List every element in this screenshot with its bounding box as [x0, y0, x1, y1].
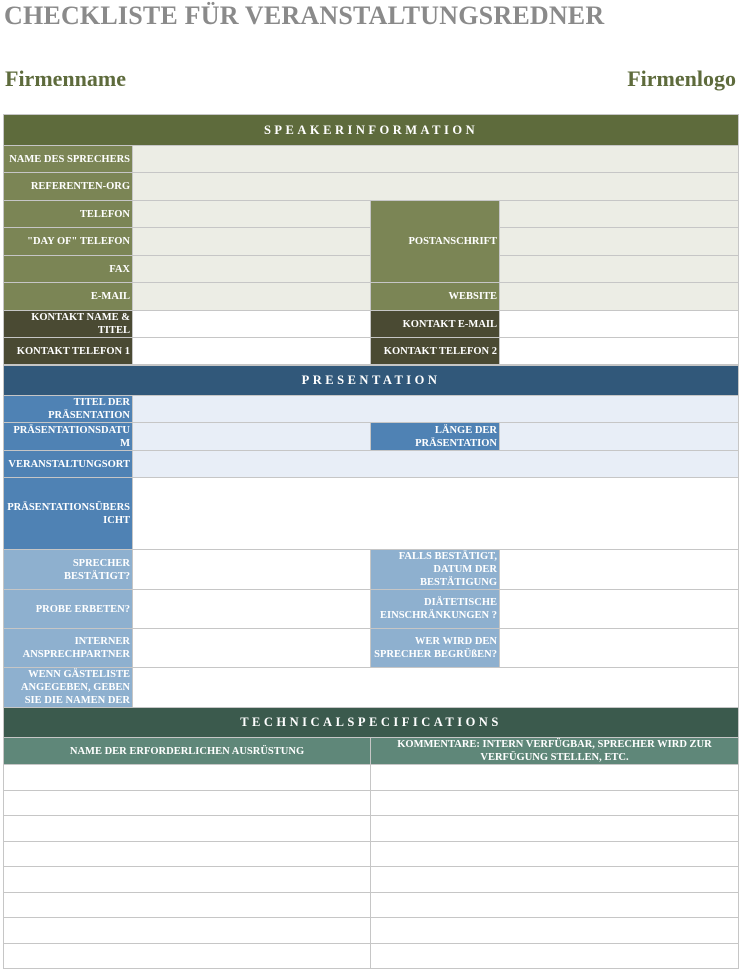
- comments-cell[interactable]: [371, 841, 739, 867]
- presentation-title-label: TITEL DER PRÄSENTATION: [4, 396, 133, 423]
- technical-table: [3, 707, 739, 969]
- venue-field[interactable]: [133, 451, 739, 478]
- confirmation-date-label: FALLS BESTÄTIGT, DATUM DER BESTÄTIGUNG: [371, 550, 500, 590]
- comments-cell[interactable]: [371, 867, 739, 893]
- diet-field[interactable]: [500, 590, 739, 629]
- speaker-confirmed-field[interactable]: [133, 550, 371, 590]
- speaker-name-label: NAME DES SPRECHERS: [4, 146, 133, 173]
- speaker-name-field[interactable]: [133, 146, 739, 173]
- table-row: [4, 867, 739, 893]
- contact-phone2-field[interactable]: [500, 338, 739, 365]
- contact-name-field[interactable]: [133, 311, 371, 338]
- table-row: [4, 816, 739, 842]
- contact-phone2-label: KONTAKT TELEFON 2: [371, 338, 500, 365]
- contact-phone1-label: KONTAKT TELEFON 1: [4, 338, 133, 365]
- equipment-cell[interactable]: [4, 765, 371, 791]
- fax-field[interactable]: [133, 256, 371, 283]
- greeter-label: WER WIRD DEN SPRECHER BEGRÜßEN?: [371, 629, 500, 668]
- table-row: [4, 790, 739, 816]
- speaker-org-label: REFERENTEN-ORG: [4, 173, 133, 201]
- presentation-length-label: LÄNGE DER PRÄSENTATION: [371, 423, 500, 451]
- comments-cell[interactable]: [371, 943, 739, 969]
- equipment-column-header: NAME DER ERFORDERLICHEN AUSRÜSTUNG: [4, 738, 371, 765]
- fax-label: FAX: [4, 256, 133, 283]
- address-field-line-3[interactable]: [500, 256, 739, 283]
- address-field-line-2[interactable]: [500, 228, 739, 256]
- equipment-cell[interactable]: [4, 841, 371, 867]
- comments-column-header: KOMMENTARE: INTERN VERFÜGBAR, SPRECHER WIRD ZUR VERFÜGUNG STELLEN, ETC.: [371, 738, 739, 765]
- equipment-cell[interactable]: [4, 892, 371, 918]
- speaker-org-field[interactable]: [133, 173, 739, 201]
- confirmation-date-field[interactable]: [500, 550, 739, 590]
- comments-cell[interactable]: [371, 765, 739, 791]
- contact-name-label: KONTAKT NAME & TITEL: [4, 311, 133, 338]
- speaker-table: [3, 114, 739, 365]
- internal-contact-field[interactable]: [133, 629, 371, 668]
- website-label: WEBSITE: [371, 283, 500, 311]
- email-label: E-MAIL: [4, 283, 133, 311]
- guest-list-label: WENN GÄSTELISTE ANGEGEBEN, GEBEN SIE DIE NAMEN DER: [4, 668, 133, 721]
- contact-email-label: KONTAKT E-MAIL: [371, 311, 500, 338]
- presentation-date-label: PRÄSENTATIONSDATUM: [4, 423, 133, 451]
- company-name[interactable]: Firmenname: [5, 66, 126, 91]
- comments-cell[interactable]: [371, 816, 739, 842]
- company-logo[interactable]: Firmenlogo: [627, 66, 736, 91]
- table-row: [4, 765, 739, 791]
- dayof-phone-label: "DAY OF" TELEFON: [4, 228, 133, 256]
- presentation-section-header: PRESENTATION: [4, 366, 739, 396]
- email-field[interactable]: [133, 283, 371, 311]
- website-field[interactable]: [500, 283, 739, 311]
- presentation-date-field[interactable]: [133, 423, 371, 451]
- rehearsal-label: PROBE ERBETEN?: [4, 590, 133, 629]
- equipment-cell[interactable]: [4, 918, 371, 944]
- table-row: [4, 918, 739, 944]
- presentation-length-field[interactable]: [500, 423, 739, 451]
- address-label: POSTANSCHRIFT: [371, 201, 500, 283]
- dayof-phone-field[interactable]: [133, 228, 371, 256]
- rehearsal-field[interactable]: [133, 590, 371, 629]
- comments-cell[interactable]: [371, 892, 739, 918]
- table-row: [4, 892, 739, 918]
- overview-field[interactable]: [133, 478, 739, 550]
- presentation-table: [3, 365, 739, 721]
- equipment-cell[interactable]: [4, 867, 371, 893]
- contact-phone1-field[interactable]: [133, 338, 371, 365]
- address-field-line-1[interactable]: [500, 201, 739, 228]
- comments-cell[interactable]: [371, 790, 739, 816]
- technical-section-header: TECHNICALSPECIFICATIONS: [4, 708, 739, 738]
- greeter-field[interactable]: [500, 629, 739, 668]
- overview-label: PRÄSENTATIONSÜBERSICHT: [4, 478, 133, 550]
- phone-label: TELEFON: [4, 201, 133, 228]
- venue-label: VERANSTALTUNGSORT: [4, 451, 133, 478]
- equipment-cell[interactable]: [4, 816, 371, 842]
- presentation-title-field[interactable]: [133, 396, 739, 423]
- diet-label: DIÄTETISCHE EINSCHRÄNKUNGEN ?: [371, 590, 500, 629]
- speaker-section-header: SPEAKERINFORMATION: [4, 115, 739, 146]
- table-row: [4, 943, 739, 969]
- contact-email-field[interactable]: [500, 311, 739, 338]
- speaker-confirmed-label: SPRECHER BESTÄTIGT?: [4, 550, 133, 590]
- internal-contact-label: INTERNER ANSPRECHPARTNER: [4, 629, 133, 668]
- page-title: CHECKLISTE FÜR VERANSTALTUNGSREDNER: [4, 1, 605, 30]
- comments-cell[interactable]: [371, 918, 739, 944]
- phone-field[interactable]: [133, 201, 371, 228]
- equipment-cell[interactable]: [4, 790, 371, 816]
- table-row: [4, 841, 739, 867]
- equipment-cell[interactable]: [4, 943, 371, 969]
